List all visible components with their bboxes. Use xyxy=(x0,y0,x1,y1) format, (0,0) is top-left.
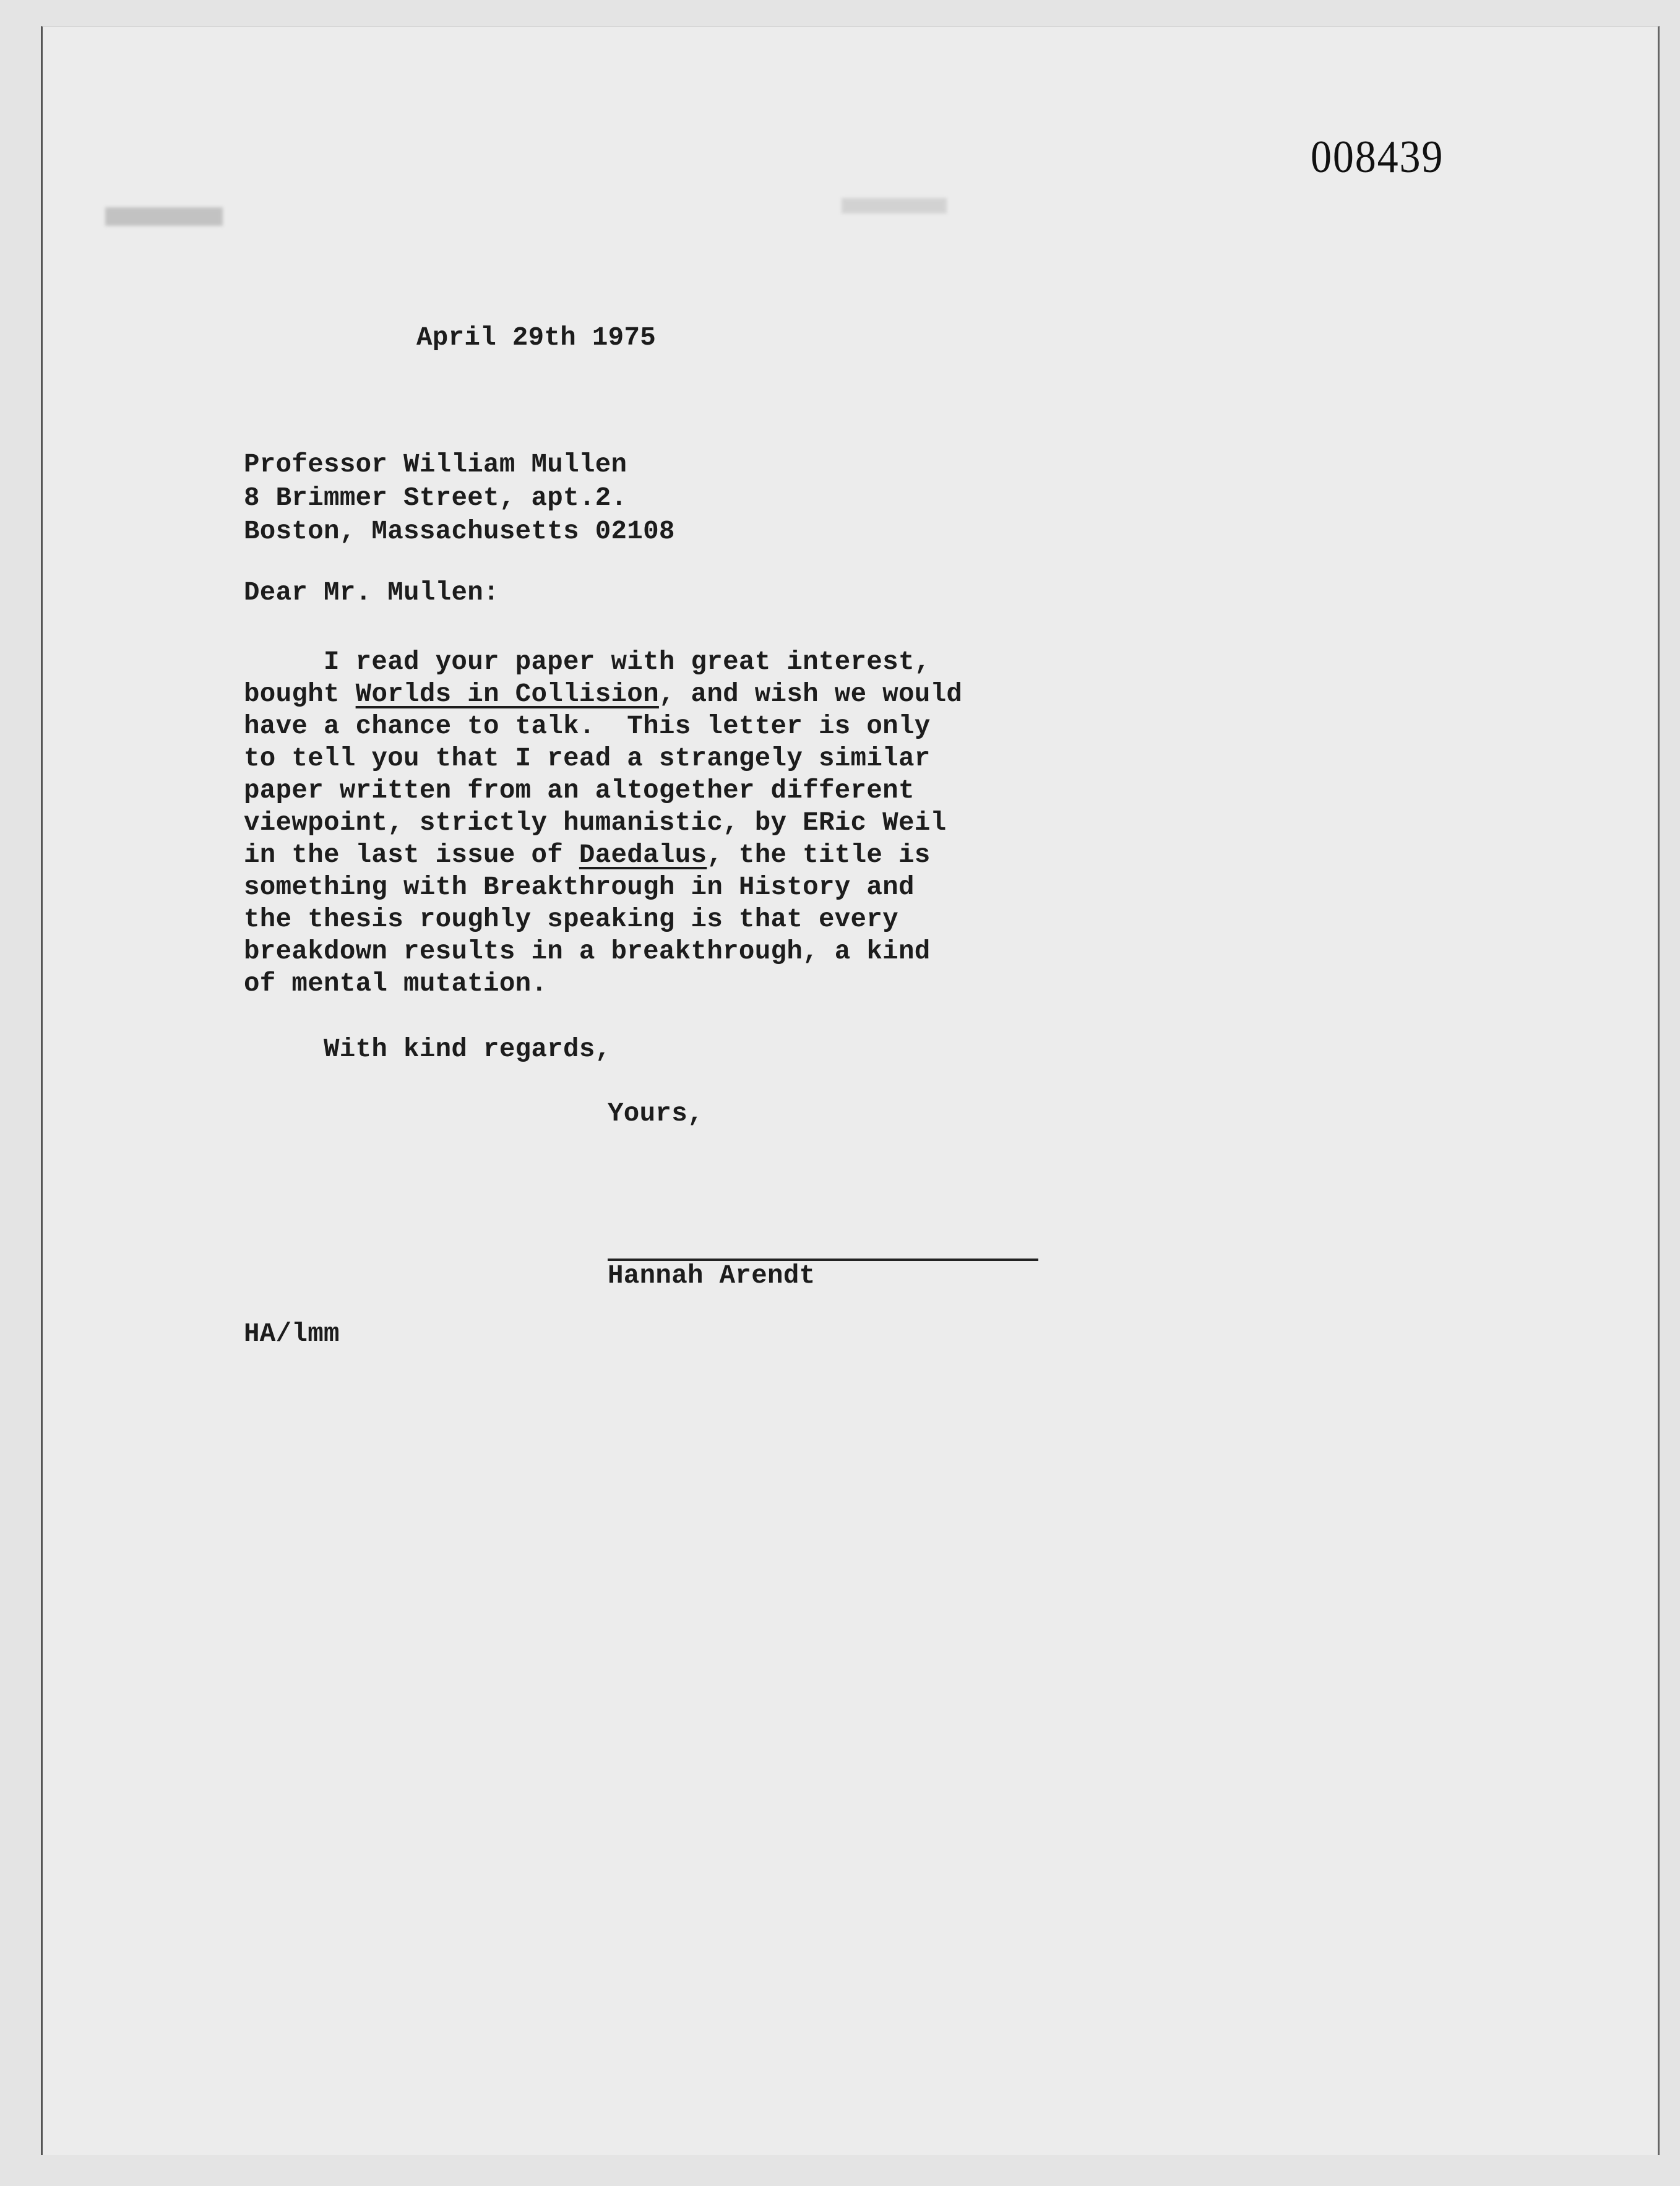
book-title: Worlds in Collision xyxy=(355,679,659,709)
salutation: Dear Mr. Mullen: xyxy=(244,578,499,608)
body-text: in the last issue of xyxy=(244,840,579,870)
body-text: bought xyxy=(244,679,356,709)
body-line: something with Breakthrough in History and xyxy=(244,872,915,902)
valediction: Yours, xyxy=(608,1099,704,1129)
body-line: of mental mutation. xyxy=(244,969,548,999)
recipient-city: Boston, Massachusetts 02108 xyxy=(244,517,675,546)
ink-smudge xyxy=(105,207,223,226)
body-line: viewpoint, strictly humanistic, by ERic Weil xyxy=(244,808,947,838)
recipient-name: Professor William Mullen xyxy=(244,450,627,480)
recipient-street: 8 Brimmer Street, apt.2. xyxy=(244,483,627,513)
body-text: , and wish we would xyxy=(658,679,963,709)
body-text: , the title is xyxy=(707,840,931,870)
ink-smudge xyxy=(842,198,947,213)
signatory-name: Hannah Arendt xyxy=(608,1261,816,1291)
body-line: I read your paper with great interest, xyxy=(324,647,931,677)
body-line xyxy=(244,839,931,871)
body-line: the thesis roughly speaking is that every xyxy=(244,905,898,934)
body-line xyxy=(244,678,962,710)
journal-title: Daedalus xyxy=(579,840,707,870)
body-line: paper written from an altogether different xyxy=(244,776,915,806)
closing: With kind regards, xyxy=(324,1035,611,1064)
body-line: to tell you that I read a strangely similar xyxy=(244,744,931,773)
reference-initials: HA/lmm xyxy=(244,1319,340,1349)
body-line: breakdown results in a breakthrough, a kind xyxy=(244,937,931,966)
body-line: have a chance to talk. This letter is only xyxy=(244,712,931,741)
document-number: 008439 xyxy=(1311,132,1444,183)
letter-page xyxy=(41,26,1660,2155)
letter-date: April 29th 1975 xyxy=(416,323,657,353)
